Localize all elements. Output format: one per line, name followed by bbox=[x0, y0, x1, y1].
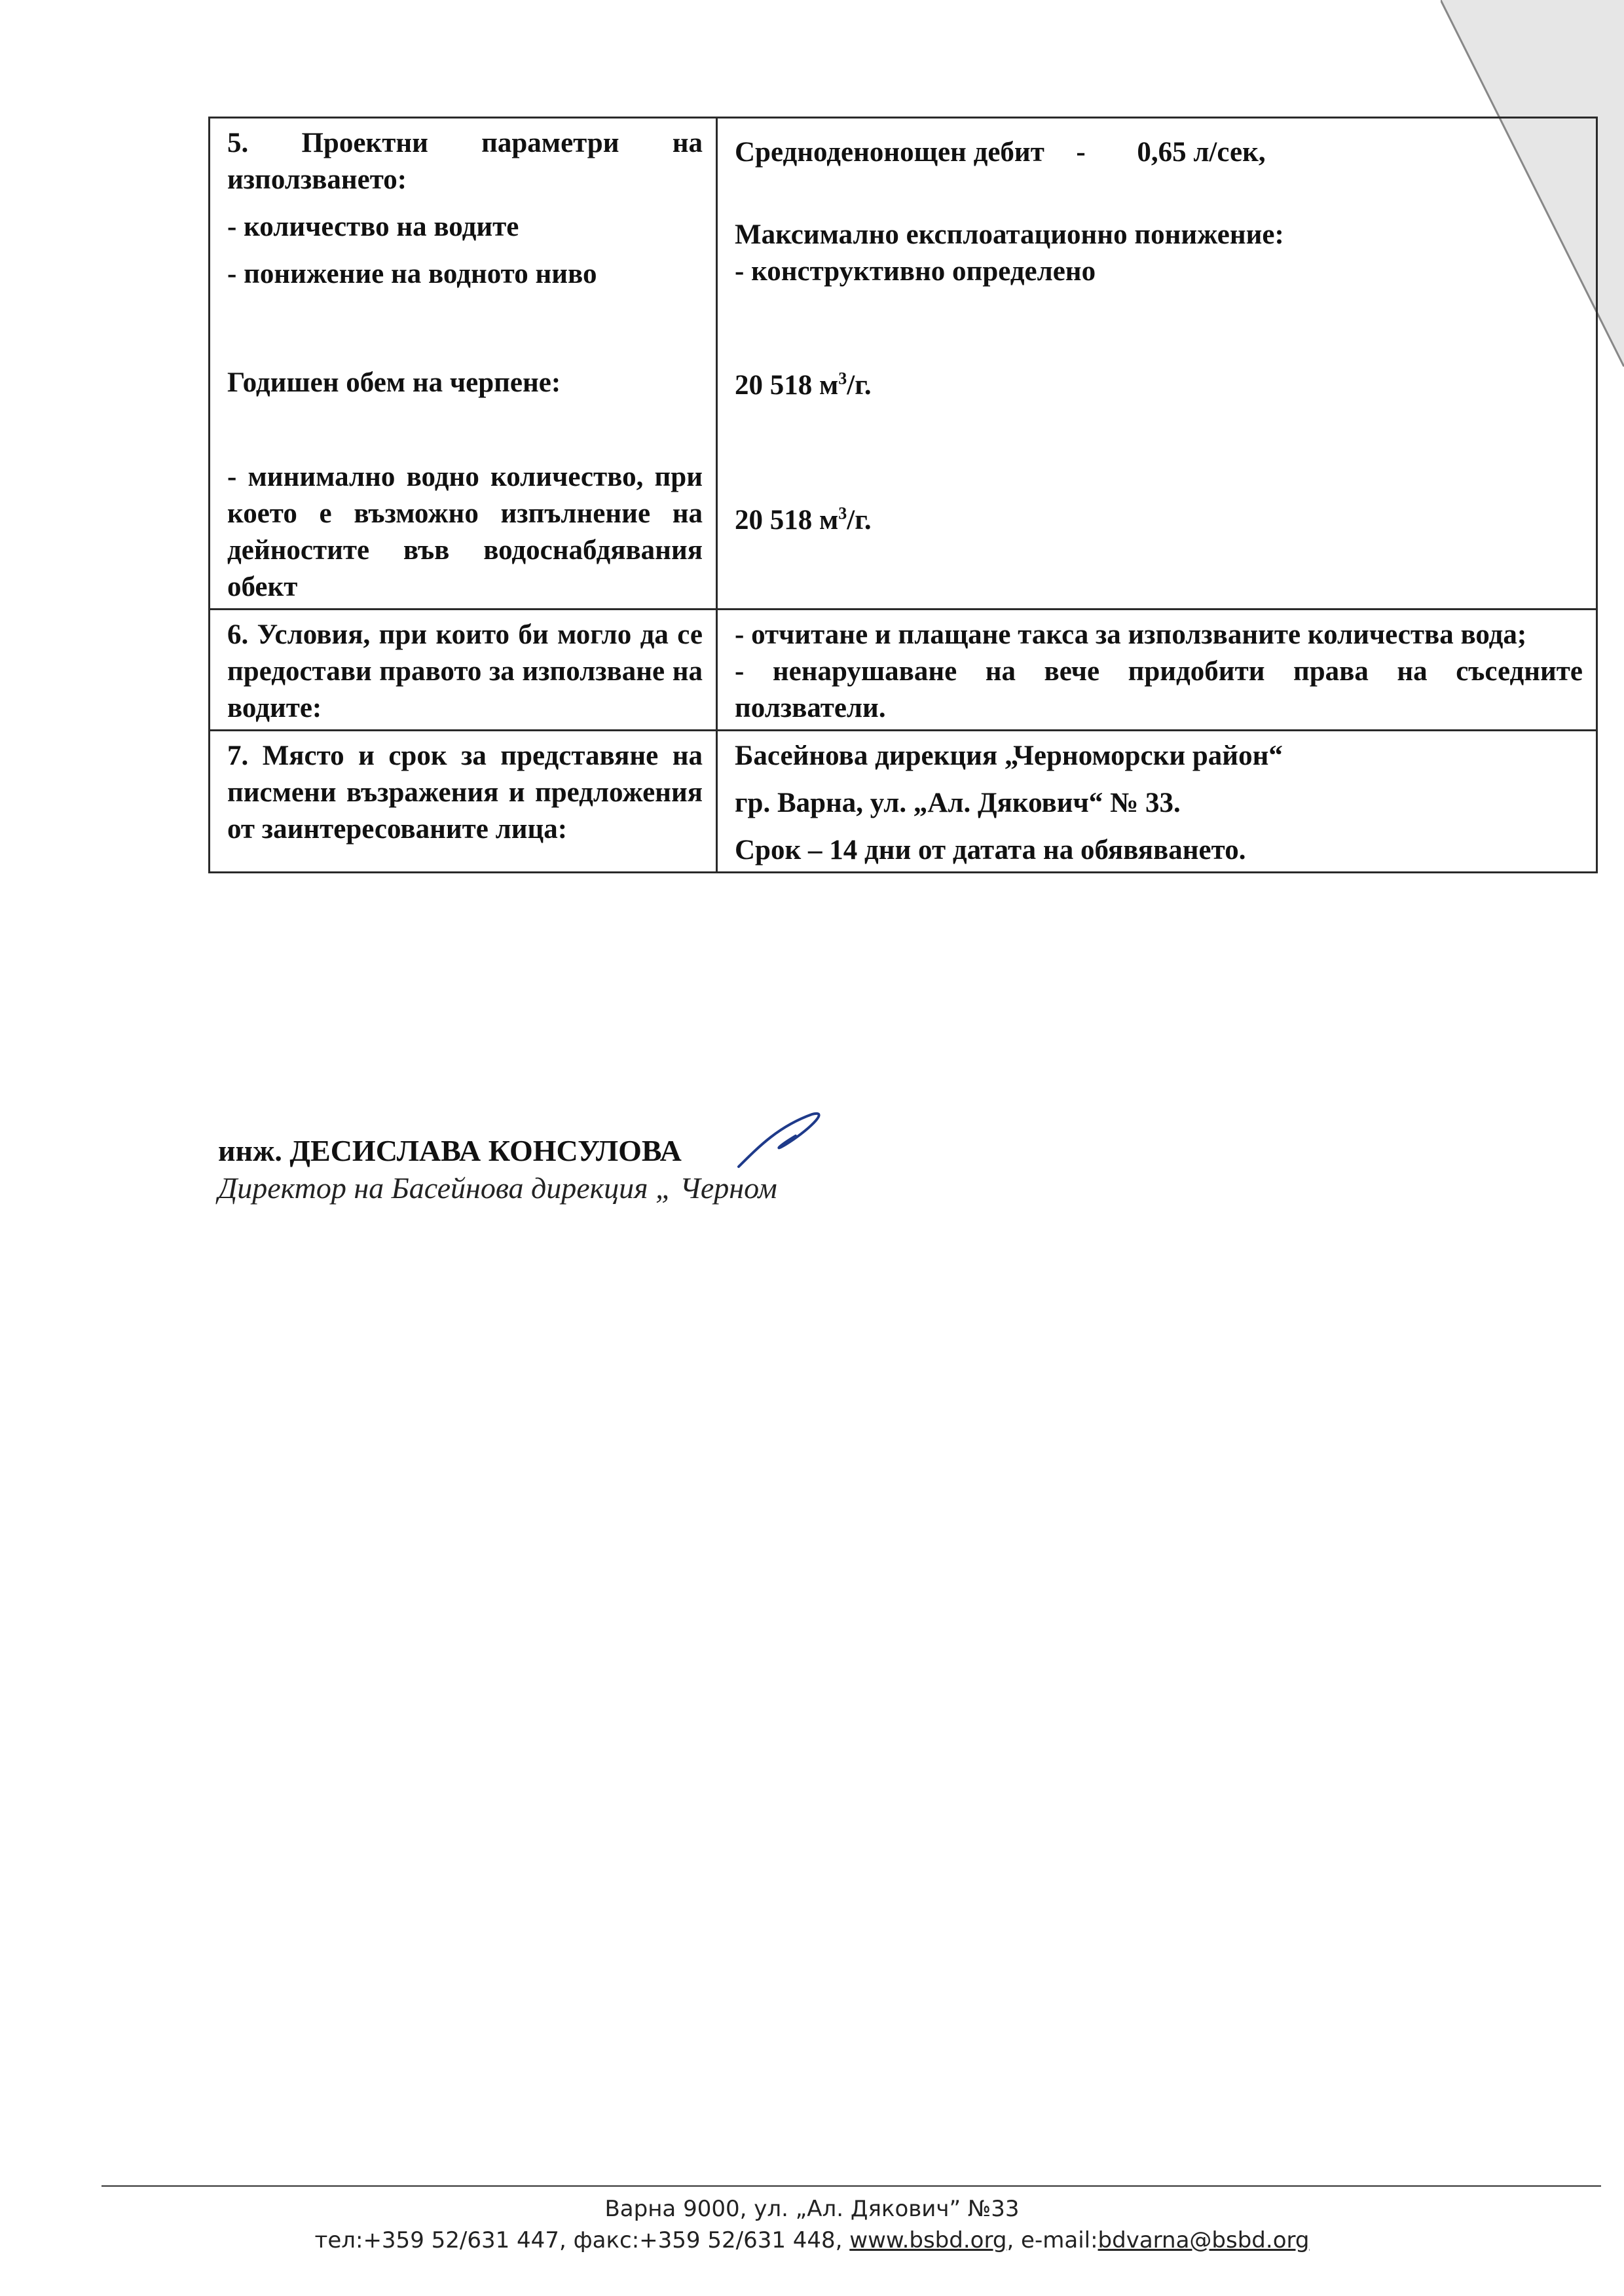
signatory-title: Директор на Басейнова дирекция „ Черном bbox=[218, 1171, 777, 1205]
row6-left-cell: 6. Условия, при които би могло да се предостави правото за използване на водите: bbox=[210, 610, 717, 731]
website-link[interactable]: www.bsbd.org bbox=[849, 2227, 1007, 2253]
table-row bbox=[210, 731, 1597, 873]
row5-flow-line bbox=[735, 134, 1583, 171]
min-value bbox=[735, 502, 1583, 539]
row5-annual-label: Годишен обем на черпене: bbox=[227, 367, 561, 398]
row5-item-quantity: - количество на водите bbox=[227, 211, 519, 242]
row6-item-rights: - ненарушаване на вече придобити права на съседните ползватели. bbox=[735, 656, 1583, 723]
annual-value bbox=[735, 367, 1583, 404]
row7-left-cell: 7. Място и срок за представяне на писмени възражения и предложения от заинтересованите лица: bbox=[210, 731, 717, 873]
footer-contacts bbox=[0, 2225, 1624, 2256]
row5-right-cell bbox=[717, 118, 1597, 610]
flow-dash: - bbox=[1076, 137, 1086, 168]
drawdown-value: - конструктивно определено bbox=[735, 256, 1096, 287]
footer-address: Варна 9000, ул. „Ал. Дякович” №33 bbox=[604, 2196, 1020, 2222]
footer-divider bbox=[101, 2185, 1601, 2187]
drawdown-label: Максимално експлоатационно понижение: bbox=[735, 219, 1284, 250]
min-number: 20 518 м bbox=[735, 505, 839, 536]
min-superscript: 3 bbox=[838, 503, 847, 523]
row5-min-label: - минимално водно количество, при което е възможно изпълнение на дейностите във водоснабдявания обект bbox=[227, 462, 703, 602]
table-row bbox=[210, 118, 1597, 610]
annual-unit: /г. bbox=[847, 370, 872, 401]
row5-heading: 5. Проектни параметри на използването: bbox=[227, 128, 703, 195]
parameters-table bbox=[208, 117, 1598, 873]
row6-item-fee: - отчитане и плащане такса за използваните количества вода; bbox=[735, 619, 1527, 650]
row5-item-level: - понижение на водното ниво bbox=[227, 259, 597, 289]
annual-number: 20 518 м bbox=[735, 370, 839, 401]
row7-right-cell bbox=[717, 731, 1597, 873]
signature-block bbox=[218, 1133, 777, 1207]
footer-email-prefix: , e-mail: bbox=[1006, 2227, 1098, 2253]
row7-directorate: Басейнова дирекция „Черноморски район“ bbox=[735, 740, 1283, 771]
table-row bbox=[210, 610, 1597, 731]
row7-deadline: Срок – 14 дни от датата на обявяването. bbox=[735, 835, 1246, 866]
min-unit: /г. bbox=[847, 505, 872, 536]
flow-value: 0,65 л/сек, bbox=[1137, 137, 1266, 168]
email-link[interactable]: bdvarna@bsbd.org bbox=[1098, 2227, 1310, 2253]
footer bbox=[0, 2193, 1624, 2256]
handwritten-signature bbox=[733, 1106, 832, 1172]
row6-right-cell bbox=[717, 610, 1597, 731]
row5-left-cell bbox=[210, 118, 717, 610]
annual-superscript: 3 bbox=[838, 369, 847, 388]
footer-phone-fax: тел:+359 52/631 447, факс:+359 52/631 448, bbox=[314, 2227, 850, 2253]
flow-label: Средноденонощен дебит bbox=[735, 137, 1044, 168]
row7-address: гр. Варна, ул. „Ал. Дякович“ № 33. bbox=[735, 788, 1181, 818]
signatory-name: инж. ДЕСИСЛАВА КОНСУЛОВА bbox=[218, 1134, 682, 1167]
